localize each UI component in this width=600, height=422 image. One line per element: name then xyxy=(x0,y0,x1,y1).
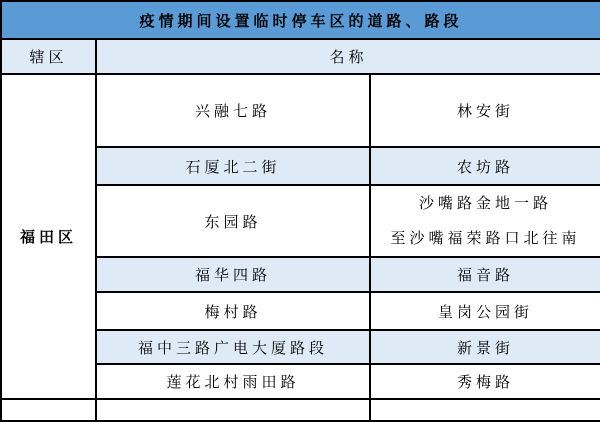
table-title: 疫情期间设置临时停车区的道路、路段 xyxy=(1,1,600,39)
table-row xyxy=(1,74,600,147)
road-cell: 梅村路 xyxy=(96,292,370,330)
street-cell: 福音路 xyxy=(370,257,600,292)
street-cell: 农坊路 xyxy=(370,147,600,185)
district-cell: 福田区 xyxy=(1,74,96,399)
road-cell: 莲花北村雨田路 xyxy=(96,364,370,399)
street-cell xyxy=(370,185,600,257)
road-cell: 兴融七路 xyxy=(96,74,370,147)
road-cell-empty xyxy=(96,399,370,421)
header-row xyxy=(1,39,600,74)
street-line-1: 沙嘴路金地一路 xyxy=(419,194,553,212)
street-cell: 林安街 xyxy=(370,74,600,147)
district-cell-empty xyxy=(1,399,96,421)
street-cell: 新景街 xyxy=(370,330,600,364)
road-cell: 东园路 xyxy=(96,185,370,257)
header-name: 名称 xyxy=(96,39,600,74)
road-cell: 石厦北二街 xyxy=(96,147,370,185)
street-cell-empty xyxy=(370,399,600,421)
table-row-partial xyxy=(1,399,600,421)
street-cell: 皇岗公园街 xyxy=(370,292,600,330)
road-cell: 福中三路广电大厦路段 xyxy=(96,330,370,364)
street-cell: 秀梅路 xyxy=(370,364,600,399)
title-row xyxy=(1,1,600,39)
street-line-2: 至沙嘴福荣路口北往南 xyxy=(390,229,581,247)
header-district: 辖区 xyxy=(1,39,96,74)
road-cell: 福华四路 xyxy=(96,257,370,292)
